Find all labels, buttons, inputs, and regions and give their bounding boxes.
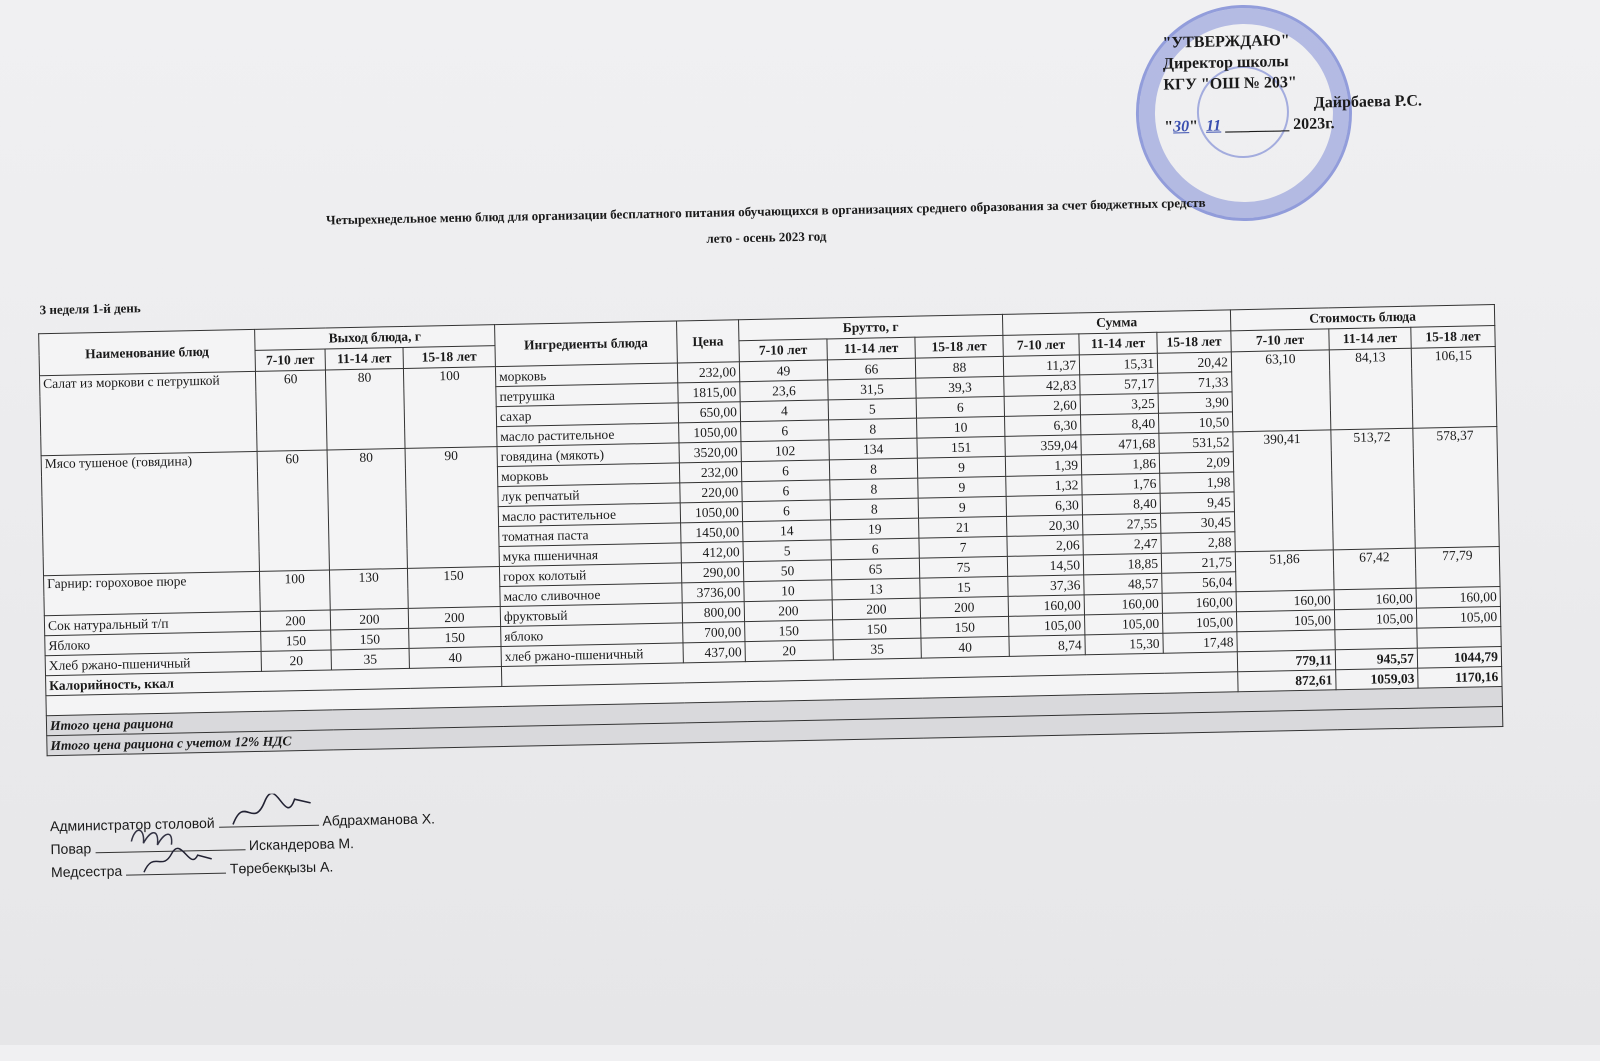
header-age: 7-10 лет xyxy=(1003,334,1079,357)
sum-value: 14,50 xyxy=(1007,555,1083,577)
brutto-value: 150 xyxy=(745,620,833,642)
brutto-value: 50 xyxy=(743,560,831,582)
dish-output: 100 xyxy=(403,367,497,449)
dish-output: 20 xyxy=(261,650,331,671)
signatures-block xyxy=(50,807,436,884)
sum-value: 359,04 xyxy=(1005,435,1081,457)
signature-name: Төребекқызы А. xyxy=(229,858,334,877)
sum-value: 10,50 xyxy=(1158,412,1232,433)
sum-value: 18,85 xyxy=(1083,553,1161,575)
dish-cost: 160,00 xyxy=(1334,588,1416,610)
total-cost-vat: 1170,16 xyxy=(1418,666,1502,688)
dish-output: 200 xyxy=(330,608,408,630)
brutto-value: 6 xyxy=(916,396,1004,418)
brutto-value: 75 xyxy=(919,556,1007,578)
document-title: Четырехнедельное меню блюд для организации бесплатного питания обучающихся в организациях среднего образования за счет бюджетных средств xyxy=(325,194,1206,228)
header-age: 11-14 лет xyxy=(1079,332,1157,355)
brutto-value: 6 xyxy=(741,460,829,482)
menu-table xyxy=(38,304,1503,756)
header-dish-name: Наименование блюд xyxy=(39,329,256,375)
sum-value: 20,30 xyxy=(1007,515,1083,537)
ingredient-price: 220,00 xyxy=(680,482,742,503)
ingredient-price: 800,00 xyxy=(682,602,744,623)
sum-value: 160,00 xyxy=(1084,593,1162,615)
sum-value: 1,39 xyxy=(1005,455,1081,477)
signature-scribble xyxy=(126,859,226,876)
ingredient-name: морковь xyxy=(495,363,677,387)
brutto-value: 9 xyxy=(918,496,1006,518)
brutto-value: 8 xyxy=(829,458,917,480)
brutto-value: 14 xyxy=(743,520,831,542)
approval-date-month: 11 xyxy=(1205,117,1222,135)
sum-value: 6,30 xyxy=(1006,495,1082,517)
total-cost: 945,57 xyxy=(1335,648,1417,670)
dish-name: Мясо тушеное (говядина) xyxy=(41,451,259,575)
dish-output: 200 xyxy=(260,610,330,631)
dish-cost: 63,10 xyxy=(1231,350,1331,432)
dish-cost: 105,00 xyxy=(1236,610,1334,632)
brutto-value: 8 xyxy=(829,418,917,440)
sum-value: 11,37 xyxy=(1003,355,1079,377)
sum-value: 1,98 xyxy=(1160,472,1234,493)
dish-cost: 51,86 xyxy=(1235,550,1334,592)
sum-value: 30,45 xyxy=(1160,512,1234,533)
dish-cost: 106,15 xyxy=(1411,347,1497,429)
approval-date-day: 30 xyxy=(1172,118,1190,136)
header-age: 15-18 лет xyxy=(1411,326,1495,349)
ingredient-name: морковь xyxy=(497,463,679,487)
brutto-value: 6 xyxy=(742,500,830,522)
sum-value: 3,90 xyxy=(1158,392,1232,413)
ingredient-price: 3736,00 xyxy=(682,582,744,603)
brutto-value: 8 xyxy=(830,478,918,500)
ingredient-price: 232,00 xyxy=(679,462,741,483)
signature-name: Абдрахманова Х. xyxy=(322,810,436,829)
header-age: 7-10 лет xyxy=(1231,329,1329,352)
header-age: 15-18 лет xyxy=(403,346,495,369)
dish-output: 40 xyxy=(409,647,501,669)
brutto-value: 66 xyxy=(827,358,915,380)
signature-role: Повар xyxy=(50,840,92,858)
brutto-value: 15 xyxy=(920,576,1008,598)
ingredient-price: 3520,00 xyxy=(679,442,741,463)
sum-value: 1,32 xyxy=(1006,475,1082,497)
brutto-value: 49 xyxy=(739,360,827,382)
dish-output: 150 xyxy=(331,628,409,650)
sum-value: 2,47 xyxy=(1083,533,1161,555)
dish-output: 150 xyxy=(409,627,501,649)
ingredient-name: петрушка xyxy=(496,383,678,407)
brutto-value: 10 xyxy=(744,580,832,602)
sum-value: 15,31 xyxy=(1079,353,1157,375)
dish-cost: 160,00 xyxy=(1236,590,1334,612)
ingredient-price: 290,00 xyxy=(681,562,743,583)
ingredient-name: сахар xyxy=(496,403,678,427)
sum-value: 105,00 xyxy=(1085,613,1163,635)
dish-cost: 105,00 xyxy=(1334,608,1416,630)
sum-value: 8,74 xyxy=(1009,635,1085,657)
brutto-value: 31,5 xyxy=(828,378,916,400)
brutto-value: 134 xyxy=(829,438,917,460)
dish-cost: 84,13 xyxy=(1329,348,1413,430)
ingredient-name: лук репчатый xyxy=(498,483,680,507)
sum-value: 1,86 xyxy=(1081,453,1159,475)
dish-cost: 105,00 xyxy=(1416,606,1500,628)
brutto-value: 8 xyxy=(830,498,918,520)
dish-cost: 77,79 xyxy=(1415,546,1500,588)
brutto-value: 65 xyxy=(831,558,919,580)
header-age: 7-10 лет xyxy=(255,349,325,371)
brutto-value: 150 xyxy=(833,618,921,640)
ingredient-price: 232,00 xyxy=(677,362,739,383)
dish-output: 150 xyxy=(407,567,500,609)
document-subtitle: лето - осень 2023 год xyxy=(706,228,827,246)
brutto-value: 19 xyxy=(831,518,919,540)
dish-name: Яблоко xyxy=(45,631,261,655)
ingredient-price: 1050,00 xyxy=(680,502,742,523)
brutto-value: 4 xyxy=(740,400,828,422)
sum-value: 42,83 xyxy=(1004,375,1080,397)
brutto-value: 5 xyxy=(828,398,916,420)
sum-value: 471,68 xyxy=(1081,433,1159,455)
header-price: Цена xyxy=(677,320,740,363)
dish-cost: 513,72 xyxy=(1331,428,1415,550)
dish-name: Гарнир: гороховое пюре xyxy=(44,571,261,615)
sum-value: 37,36 xyxy=(1008,575,1084,597)
ingredient-name: масло растительное xyxy=(497,423,679,447)
brutto-value: 200 xyxy=(832,598,920,620)
header-age: 11-14 лет xyxy=(325,347,403,370)
sum-value: 2,88 xyxy=(1161,532,1235,553)
approval-block xyxy=(1162,27,1464,138)
dish-output: 60 xyxy=(255,370,327,451)
ingredient-name: хлеб ржано-пшеничный xyxy=(501,643,683,667)
header-ingredients: Ингредиенты блюда xyxy=(495,321,678,367)
sum-value: 105,00 xyxy=(1162,612,1236,633)
ingredient-price: 412,00 xyxy=(681,542,743,563)
header-age: 11-14 лет xyxy=(827,337,915,360)
approval-line-2: Директор школы xyxy=(1162,53,1289,73)
week-label: 3 неделя 1-й день xyxy=(39,300,141,318)
header-age: 15-18 лет xyxy=(1157,331,1231,353)
sum-value: 17,48 xyxy=(1163,632,1237,653)
sum-value: 3,25 xyxy=(1080,393,1158,415)
sum-value: 8,40 xyxy=(1080,413,1158,435)
dish-output: 130 xyxy=(329,568,408,610)
approval-line-1: "УТВЕРЖДАЮ" xyxy=(1162,32,1290,52)
dish-output: 80 xyxy=(325,368,405,450)
signature-role: Медсестра xyxy=(50,862,123,881)
ingredient-name: масло сливочное xyxy=(500,583,682,607)
brutto-value: 6 xyxy=(741,420,829,442)
total-cost: 1044,79 xyxy=(1417,646,1501,668)
total-price-label: Итого цена рациона xyxy=(46,686,1502,735)
sum-value: 27,55 xyxy=(1083,513,1161,535)
dish-output: 60 xyxy=(257,450,329,571)
brutto-value: 200 xyxy=(920,596,1008,618)
approval-line-3: КГУ "ОШ № 203" xyxy=(1163,73,1297,94)
dish-name: Сок натуральный т/п xyxy=(44,611,260,635)
brutto-value: 6 xyxy=(831,538,919,560)
header-cost: Стоимость блюда xyxy=(1230,305,1494,331)
sum-value: 1,76 xyxy=(1082,473,1160,495)
sum-value: 15,30 xyxy=(1085,633,1163,655)
brutto-value: 35 xyxy=(833,638,921,660)
ingredient-price: 1450,00 xyxy=(681,522,743,543)
ingredient-price: 650,00 xyxy=(678,402,740,423)
brutto-value: 23,6 xyxy=(740,380,828,402)
total-cost-vat: 1059,03 xyxy=(1336,668,1418,690)
sum-value: 21,75 xyxy=(1161,552,1235,573)
brutto-value: 5 xyxy=(743,540,831,562)
document-title-block xyxy=(176,187,1357,263)
dish-output: 80 xyxy=(327,448,407,570)
dish-cost: 67,42 xyxy=(1333,548,1416,590)
sum-value: 2,09 xyxy=(1159,452,1233,473)
sum-value: 160,00 xyxy=(1162,592,1236,613)
brutto-value: 88 xyxy=(915,356,1003,378)
dish-output: 35 xyxy=(331,648,409,670)
ingredient-name: говядина (мякоть) xyxy=(497,443,679,467)
sum-value: 2,60 xyxy=(1004,395,1080,417)
signature-role: Администратор столовой xyxy=(49,814,215,835)
brutto-value: 9 xyxy=(918,476,1006,498)
dish-name: Хлеб ржано-пшеничный xyxy=(45,651,261,675)
header-age: 11-14 лет xyxy=(1329,327,1411,350)
total-price-vat-label: Итого цена рациона с учетом 12% НДС xyxy=(47,706,1503,755)
sum-value: 56,04 xyxy=(1162,572,1236,593)
total-cost-vat: 872,61 xyxy=(1238,670,1336,692)
ingredient-name: фруктовый xyxy=(500,603,682,627)
brutto-value: 6 xyxy=(742,480,830,502)
dish-cost: 160,00 xyxy=(1416,586,1500,608)
sum-value: 20,42 xyxy=(1157,352,1231,373)
header-age: 7-10 лет xyxy=(739,339,827,362)
ingredient-price: 437,00 xyxy=(683,642,745,663)
sum-value: 48,57 xyxy=(1084,573,1162,595)
brutto-value: 102 xyxy=(741,440,829,462)
sum-value: 8,40 xyxy=(1082,493,1160,515)
header-output: Выход блюда, г xyxy=(255,325,495,351)
brutto-value: 10 xyxy=(917,416,1005,438)
sum-value: 9,45 xyxy=(1160,492,1234,513)
header-age: 15-18 лет xyxy=(915,335,1003,358)
ingredient-name: томатная паста xyxy=(499,523,681,547)
brutto-value: 7 xyxy=(919,536,1007,558)
ingredient-name: мука пшеничная xyxy=(499,543,681,567)
dish-output: 200 xyxy=(408,607,500,629)
sum-value: 2,06 xyxy=(1007,535,1083,557)
ingredient-name: масло растительное xyxy=(498,503,680,527)
sum-value: 57,17 xyxy=(1080,373,1158,395)
dish-cost: 390,41 xyxy=(1233,430,1333,552)
sum-value: 160,00 xyxy=(1008,595,1084,617)
brutto-value: 21 xyxy=(919,516,1007,538)
approval-signer: Дайрбаева Р.С. xyxy=(1313,92,1423,112)
brutto-value: 13 xyxy=(832,578,920,600)
brutto-value: 20 xyxy=(745,640,833,662)
dish-output: 100 xyxy=(259,570,330,611)
dish-output: 150 xyxy=(261,630,331,651)
ingredient-price: 700,00 xyxy=(683,622,745,643)
dish-name: Салат из моркови с петрушкой xyxy=(39,371,257,455)
signature-name: Искандерова М. xyxy=(248,835,355,854)
total-cost: 779,11 xyxy=(1237,650,1335,672)
dish-output: 90 xyxy=(405,447,499,569)
header-sum: Сумма xyxy=(1002,310,1230,336)
header-brutto: Брутто, г xyxy=(739,314,1003,340)
sum-value: 531,52 xyxy=(1159,432,1233,453)
brutto-value: 40 xyxy=(921,636,1009,658)
brutto-value: 39,3 xyxy=(916,376,1004,398)
brutto-value: 151 xyxy=(917,436,1005,458)
ingredient-name: яблоко xyxy=(501,623,683,647)
sum-value: 71,33 xyxy=(1158,372,1232,393)
calories-label: Калорийность, ккал xyxy=(46,667,502,696)
sum-value: 6,30 xyxy=(1005,415,1081,437)
ingredient-name: горох колотый xyxy=(499,563,681,587)
ingredient-price: 1050,00 xyxy=(679,422,741,443)
approval-date-year: 2023г. xyxy=(1292,115,1335,134)
brutto-value: 9 xyxy=(917,456,1005,478)
dish-cost: 578,37 xyxy=(1413,427,1499,549)
signature-scribble xyxy=(218,811,318,828)
approval-date: "30" 11 ________ 2023г. xyxy=(1164,115,1335,136)
ingredient-price: 1815,00 xyxy=(678,382,740,403)
brutto-value: 200 xyxy=(744,600,832,622)
brutto-value: 150 xyxy=(921,616,1009,638)
sum-value: 105,00 xyxy=(1009,615,1085,637)
